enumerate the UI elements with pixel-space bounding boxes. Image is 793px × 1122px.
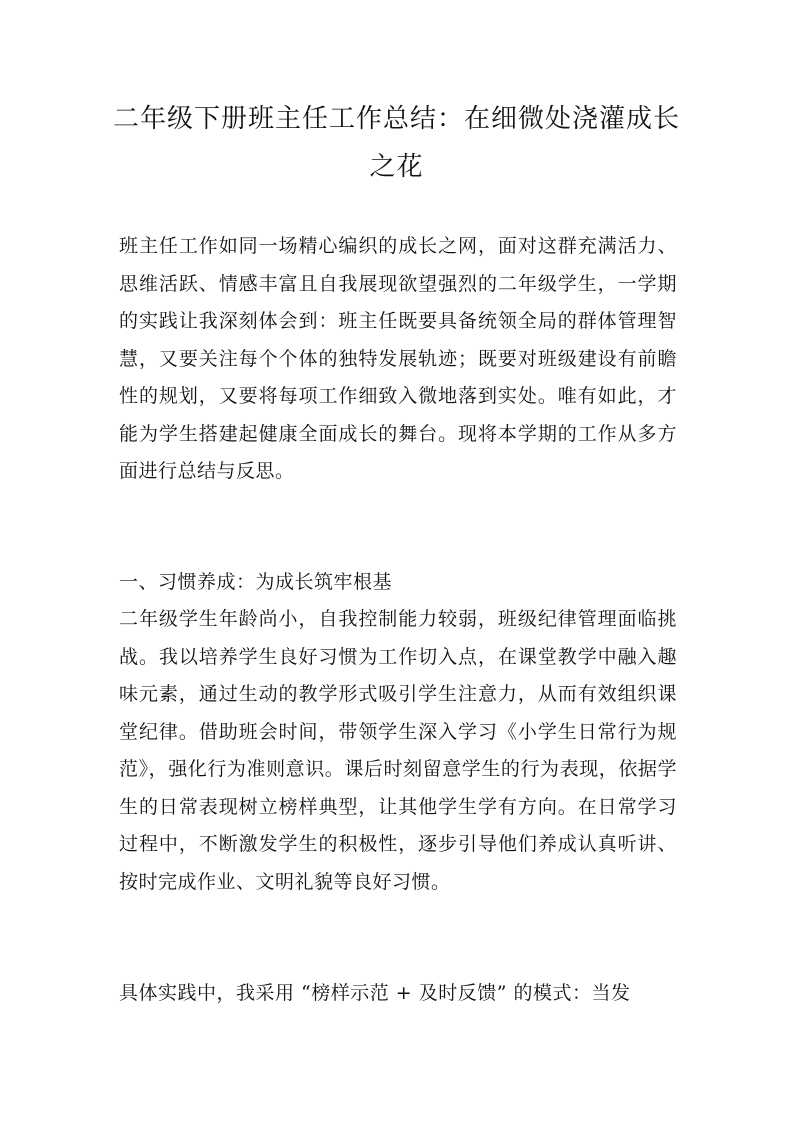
section-paragraph-1: 二年级学生年龄尚小，自我控制能力较弱，班级纪律管理面临挑战。我以培养学生良好习惯为工作切入点，在课堂教学中融入趣味元素，通过生动的教学形式吸引学生注意力，从而有效组织课堂纪律。借助班会时间，带领学生深入学习《小学生日常行为规范》，强化行为准则意识。课后时刻留意学生的行为表现，依据学生的日常表现树立榜样典型，让其他学生学有方向。在日常学习过程中，不断激发学生的积极性，逐步引导他们养成认真听讲、按时完成作业、文明礼貌等良好习惯。	[119, 608, 677, 893]
section-heading: 一、习惯养成：为成长筑牢根基	[119, 571, 393, 593]
section-paragraph-2: 具体实践中，我采用 “榜样示范 + 及时反馈” 的模式：当发	[119, 982, 631, 1004]
title-block	[100, 95, 693, 191]
document-title: 二年级下册班主任工作总结：在细微处浇灌成长之花	[112, 104, 680, 182]
intro-paragraph: 班主任工作如同一场精心编织的成长之网，面对这群充满活力、思维活跃、情感丰富且自我展现欲望强烈的二年级学生，一学期的实践让我深刻体会到：班主任既要具备统领全局的群体管理智慧，又要关注每个个体的独特发展轨迹；既要对班级建设有前瞻性的规划，又要将每项工作细致入微地落到实处。唯有如此，才能为学生搭建起健康全面成长的舞台。现将本学期的工作从多方面进行总结与反思。	[119, 235, 677, 482]
